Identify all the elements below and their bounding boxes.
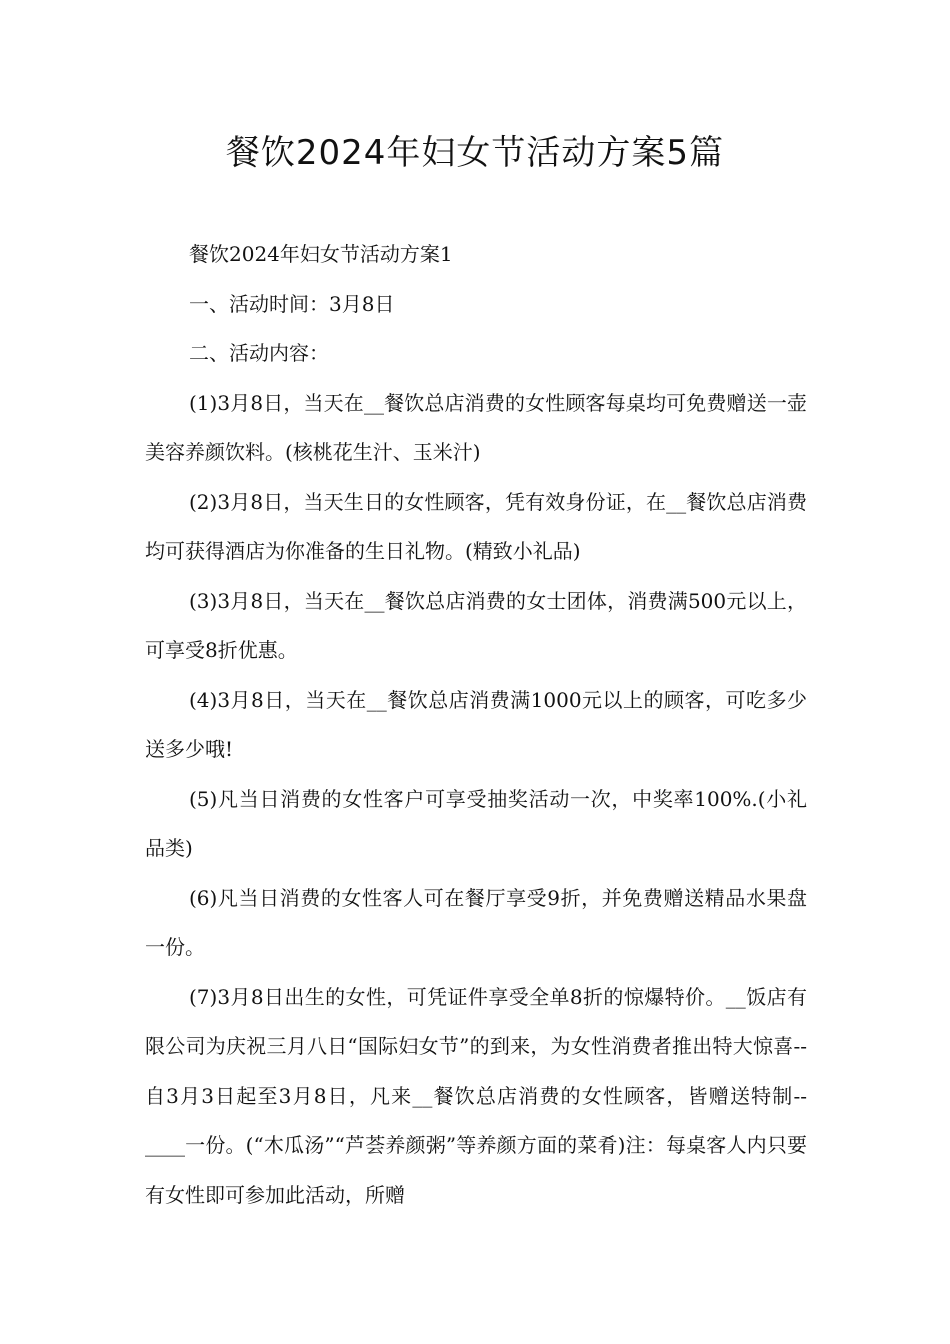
paragraph-item-6: (6)凡当日消费的女性客人可在餐厅享受9折，并免费赠送精品水果盘一份。 (145, 885, 807, 959)
paragraph-activity-time: 一、活动时间：3月8日 (189, 291, 395, 316)
paragraph-activity-content: 二、活动内容： (189, 341, 329, 365)
paragraph-item-7: (7)3月8日出生的女性，可凭证件享受全单8折的惊爆特价。__饭店有限公司为庆祝三月八日“国际妇女节”的到来，为女性消费者推出特大惊喜--自3月3日起至3月8日，凡来__餐饮总店消费的女性顾客，皆赠送特制--____一份。(“木瓜汤”“芦荟养颜粥”等养颜方面的菜肴)注：每桌客人内只要有女性即可参加此活动，所赠 (145, 984, 807, 1207)
paragraph-item-2: (2)3月8日，当天生日的女性顾客，凭有效身份证，在__餐饮总店消费均可获得酒店为你准备的生日礼物。(精致小礼品) (145, 489, 807, 563)
document-title: 餐饮2024年妇女节活动方案5篇 (225, 133, 725, 173)
paragraph-item-1: (1)3月8日，当天在__餐饮总店消费的女性顾客每桌均可免费赠送一壶美容养颜饮料。(核桃花生汁、玉米汁) (145, 390, 807, 464)
section-heading: 餐饮2024年妇女节活动方案1 (189, 242, 453, 266)
document-body (145, 230, 807, 1220)
paragraph-item-5: (5)凡当日消费的女性客户可享受抽奖活动一次，中奖率100%.(小礼品类) (145, 786, 807, 860)
paragraph-item-4: (4)3月8日，当天在__餐饮总店消费满1000元以上的顾客，可吃多少送多少哦! (145, 687, 807, 761)
paragraph-item-3: (3)3月8日，当天在__餐饮总店消费的女士团体，消费满500元以上，可享受8折优惠。 (145, 588, 807, 662)
